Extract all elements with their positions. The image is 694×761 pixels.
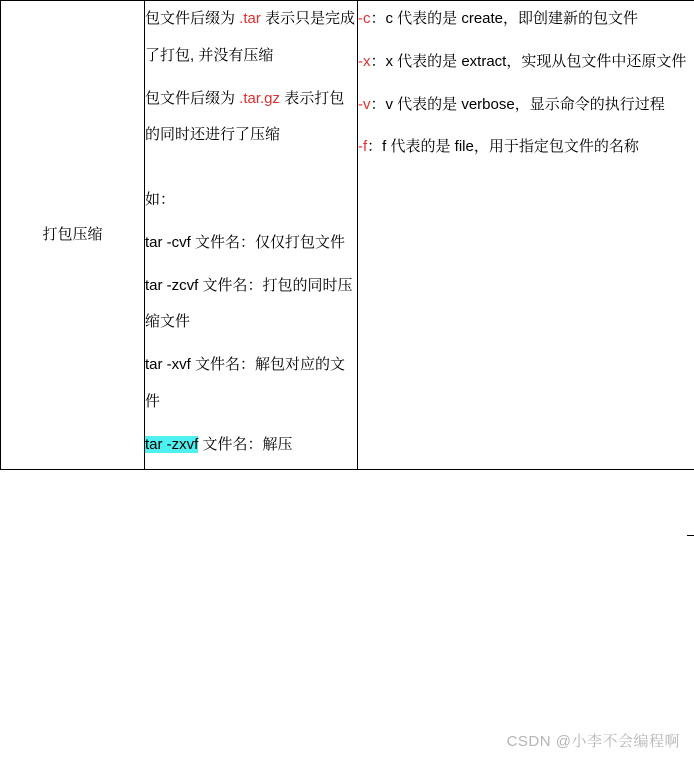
right-column-content [358,1,694,166]
text-segment: 文件名：解压 [198,435,293,453]
text-segment: 包文件后缀为 [145,89,240,107]
text-segment: 表示打包的同时还进行了压缩 [145,89,345,144]
watermark: CSDN @小李不会编程啊 [506,733,680,750]
paragraph-opt-x [358,44,694,81]
middle-column-cell [145,1,358,470]
text-segment: ：x 代表的是 extract，实现从包文件中还原文件 [370,52,687,70]
paragraph-opt-v [358,87,694,124]
paragraph-tar-xvf [145,347,357,421]
text-segment: tar -zxvf [145,435,199,453]
text-segment: -x [358,52,371,70]
paragraph-tar-zcvf [145,268,357,342]
text-segment: ：v 代表的是 verbose，显示命令的执行过程 [370,95,665,113]
row-label-cell [1,1,145,470]
text-segment: -c [358,10,371,27]
text-segment: 表示只是完成了打包, 并没有压缩 [145,10,356,64]
paragraph-tar-zxvf [145,427,357,464]
text-segment: tar -cvf 文件名：仅仅打包文件 [145,233,346,251]
page-edge-tick [687,535,694,536]
paragraph-example-heading [145,182,357,219]
text-segment: .tar [239,10,261,27]
table-row [1,1,694,470]
text-segment: -v [358,95,371,113]
text-segment: tar -xvf 文件名：解包对应的文件 [145,356,346,410]
text-segment: tar -zcvf 文件名：打包的同时压缩文件 [145,276,353,331]
paragraph-tar-suffix [145,1,357,75]
middle-column-content [145,1,357,463]
text-segment: 如： [145,191,176,208]
paragraph-targz-suffix [145,81,357,155]
paragraph-tar-cvf [145,225,357,262]
text-segment: .tar.gz [239,89,281,107]
text-segment: ：c 代表的是 create，即创建新的包文件 [370,10,639,27]
row-label-text: 打包压缩 [42,226,103,244]
text-segment: ：f 代表的是 file，用于指定包文件的名称 [367,138,639,156]
text-segment: 包文件后缀为 [145,10,240,27]
text-segment: -f [358,138,368,156]
paragraph-opt-f [358,129,694,166]
right-column-cell [358,1,694,470]
paragraph-opt-c [358,1,694,38]
